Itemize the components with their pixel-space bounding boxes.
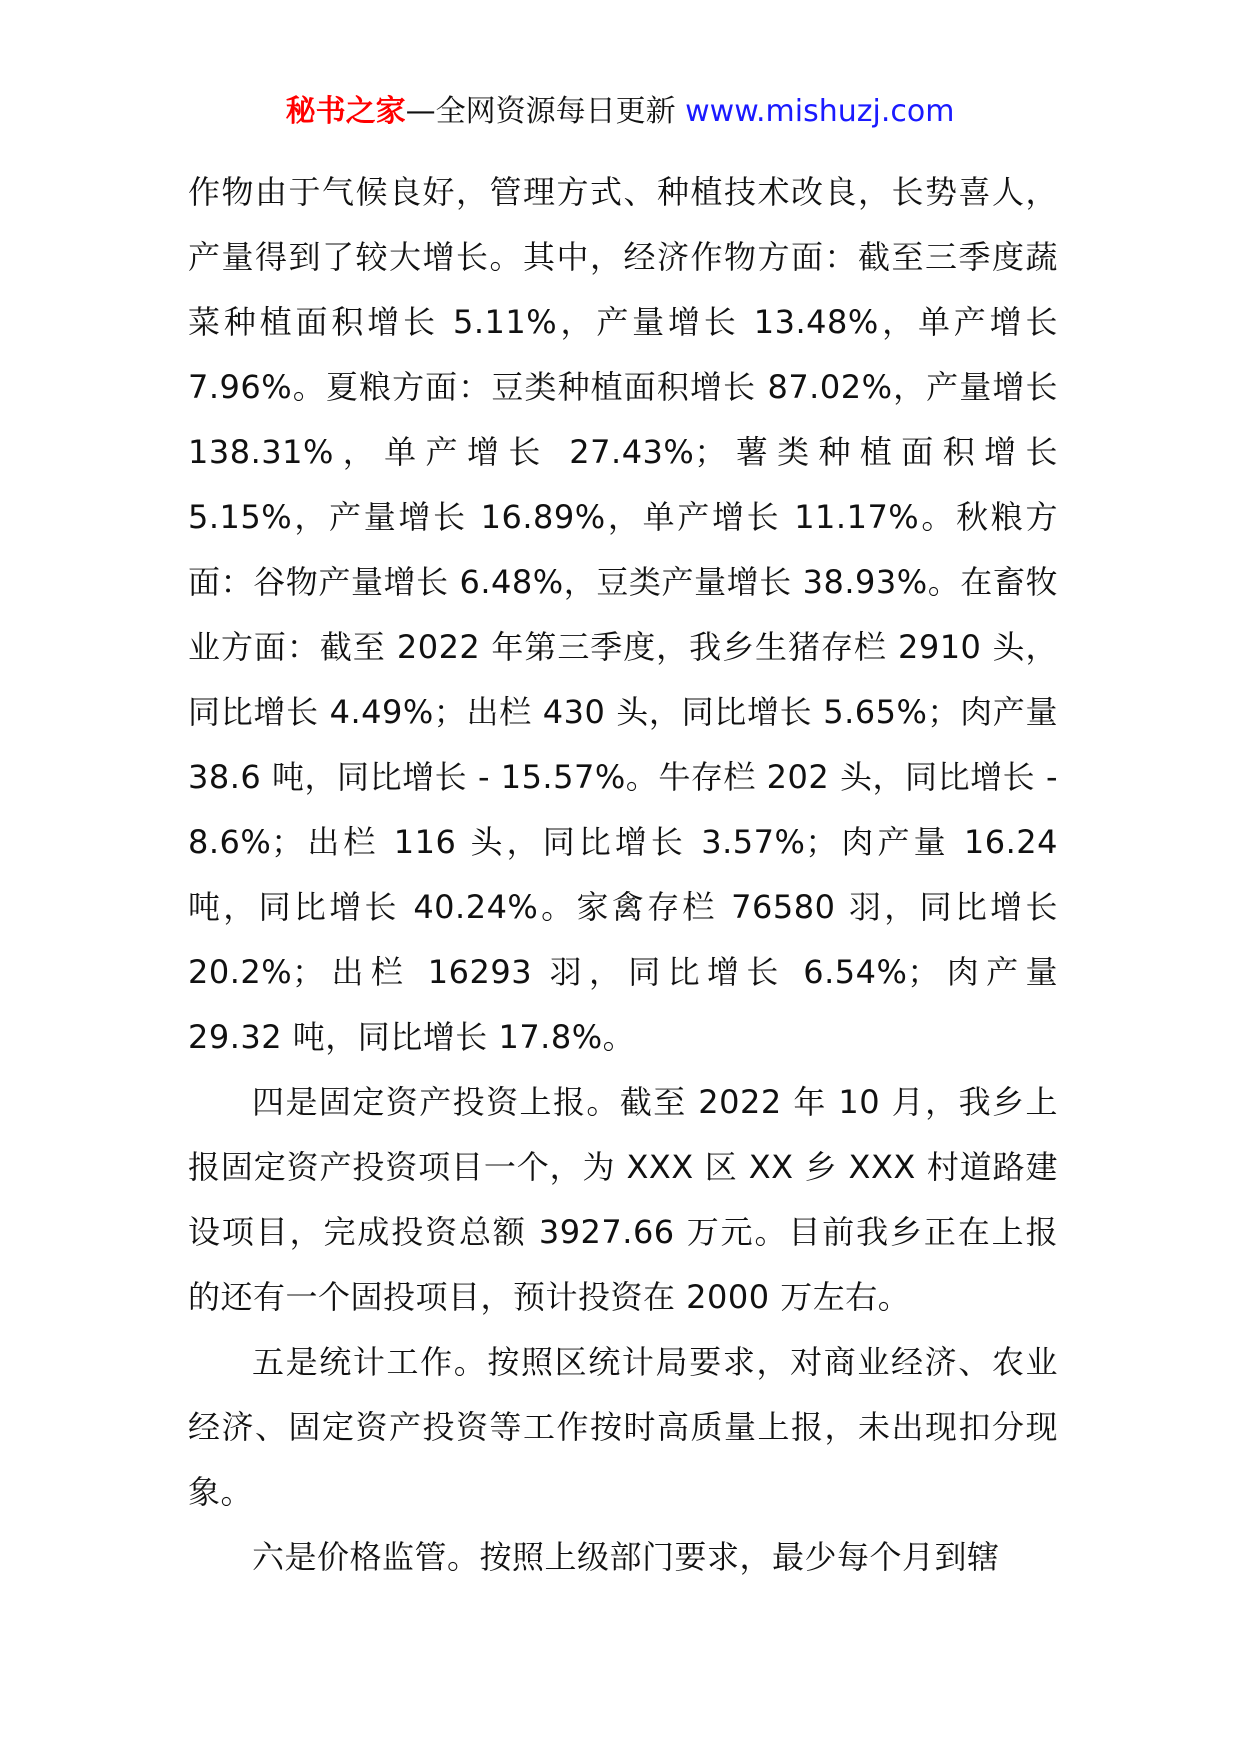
paragraph-price-supervision: 六是价格监管。按照上级部门要求，最少每个月到辖 [252, 1538, 1000, 1576]
page-header [0, 92, 1240, 132]
paragraph-statistics-work: 五是统计工作。按照区统计局要求，对商业经济、农业经济、固定资产投资等工作按时高质量上报，未出现扣分现象。 [188, 1343, 1058, 1511]
paragraph-fixed-asset-investment: 四是固定资产投资上报。截至 2022 年 10 月，我乡上报固定资产投资项目一个，为 XXX 区 XX 乡 XXX 村道路建设项目，完成投资总额 3927.66 万元。目前我乡正在上报的还有一个固投项目，预计投资在 2000 万左右。 [188, 1083, 1058, 1316]
paragraph-agriculture-stats: 作物由于气候良好，管理方式、种植技术改良，长势喜人，产量得到了较大增长。其中，经济作物方面：截至三季度蔬菜种植面积增长 5.11%，产量增长 13.48%，单产增长 7.96%。夏粮方面：豆类种植面积增长 87.02%，产量增长 138.31%，单产增长 27.43%；薯类种植面积增长 5.15%，产量增长 16.89%，单产增长 11.17%。秋粮方面：谷物产量增长 6.48%，豆类产量增长 38.93%。在畜牧业方面：截至 2022 年第三季度，我乡生猪存栏 2910 头，同比增长 4.49%；出栏 430 头，同比增长 5.65%；肉产量 38.6 吨，同比增长 - 15.57%。牛存栏 202 头，同比增长 - 8.6%；出栏 116 头，同比增长 3.57%；肉产量 16.24 吨，同比增长 40.24%。家禽存栏 76580 羽，同比增长 20.2%；出栏 16293 羽，同比增长 6.54%；肉产量 29.32 吨，同比增长 17.8%。 [188, 173, 1058, 1056]
header-tagline: —全网资源每日更新 [405, 94, 676, 129]
document-body [188, 160, 1058, 1590]
brand-name: 秘书之家 [285, 94, 406, 129]
site-url-link[interactable]: www.mishuzj.com [685, 94, 955, 129]
